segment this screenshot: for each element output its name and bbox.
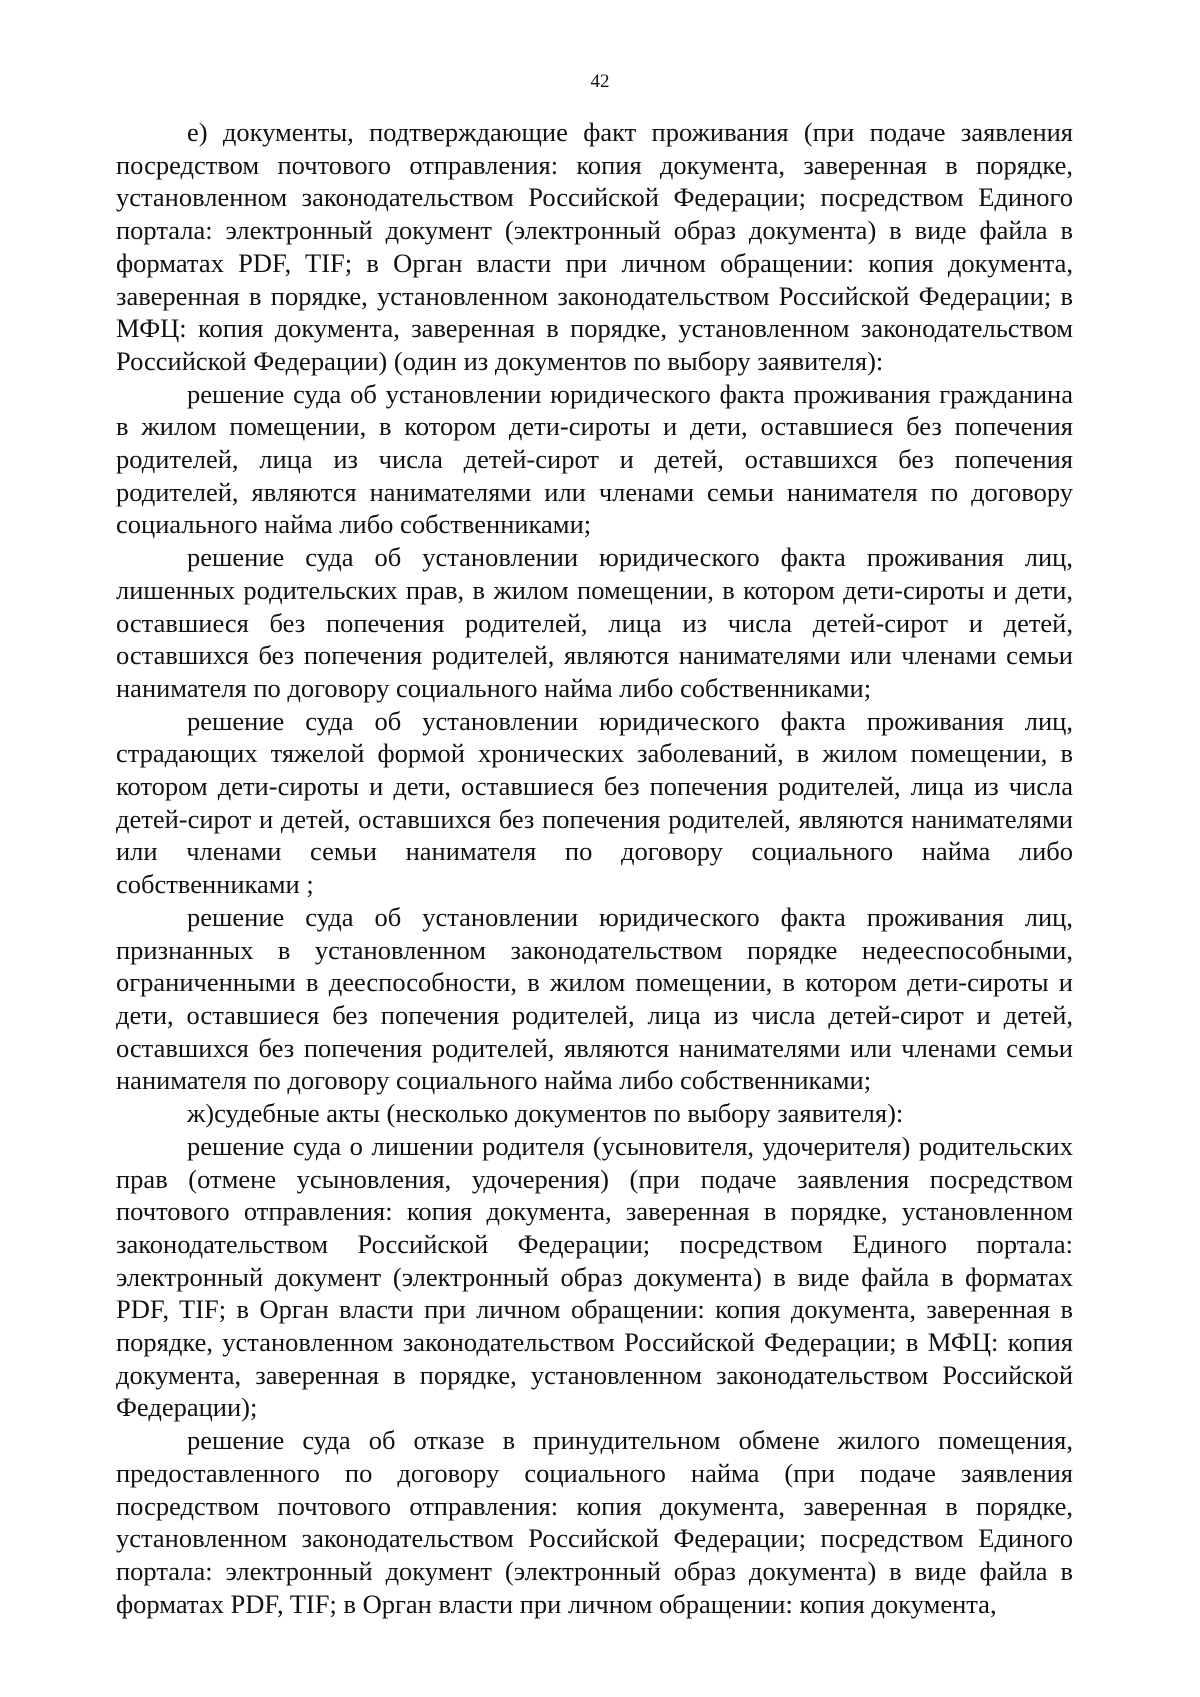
paragraph-court-decision-chronic-illness: решение суда об установлении юридического факта проживания лиц, страдающих тяжелой формой хронических заболеваний, в жилом помещении, в котором дети-сироты и дети, оставшиеся без попечения родителей, лица из числа детей-сирот и детей, оставшихся без попечения родителей, являются нанимателями или членами семьи нанимателя по договору социального найма либо собственниками ; <box>116 705 1073 900</box>
page-number: 42 <box>590 71 610 92</box>
paragraph-court-decision-citizen: решение суда об установлении юридического факта проживания гражданина в жилом помещении, в котором дети-сироты и дети, оставшиеся без попечения родителей, лица из числа детей-сирот и детей, оставшихся без попечения родителей, являются нанимателями или членами семьи нанимателя по договору социального найма либо собственниками; <box>116 378 1073 540</box>
paragraph-court-decision-exchange-refusal: решение суда об отказе в принудительном обмене жилого помещения, предоставленного по договору социального найма (при подаче заявления посредством почтового отправления: копия документа, заверенная в порядке, установленном законодательством Российской Федерации; посредством Единого портала: электронный документ (электронный образ документа) в виде файла в форматах PDF, TIF; в Орган власти при личном обращении: копия документа, <box>116 1425 1073 1619</box>
document-body <box>116 116 1073 1620</box>
paragraph-court-decision-parental-rights: решение суда о лишении родителя (усыновителя, удочерителя) родительских прав (отмене усыновления, удочерения) (при подаче заявления посредством почтового отправления: копия документа, заверенная в порядке, установленном законодательством Российской Федерации; посредством Единого портала: электронный документ (электронный образ документа) в виде файла в форматах PDF, TIF; в Орган власти при личном обращении: копия документа, заверенная в порядке, установленном законодательством Российской Федерации; в МФЦ: копия документа, заверенная в порядке, установленном законодательством Российской Федерации); <box>116 1130 1073 1423</box>
paragraph-e-residence-documents: е) документы, подтверждающие факт проживания (при подаче заявления посредством почтового отправления: копия документа, заверенная в порядке, установленном законодательством Российской Федерации; посредством Единого портала: электронный документ (электронный образ документа) в виде файла в форматах PDF, TIF; в Орган власти при личном обращении: копия документа, заверенная в порядке, установленном законодательством Российской Федерации; в МФЦ: копия документа, заверенная в порядке, установленном законодательством Российской Федерации) (один из документов по выбору заявителя): <box>116 117 1073 376</box>
paragraph-court-decision-incapacitated: решение суда об установлении юридического факта проживания лиц, признанных в установленном законодательством порядке недееспособными, ограниченными в дееспособности, в жилом помещении, в котором дети-сироты и дети, оставшиеся без попечения родителей, лица из числа детей-сирот и детей, оставшихся без попечения родителей, являются нанимателями или членами семьи нанимателя по договору социального найма либо собственниками; <box>116 901 1073 1096</box>
paragraph-zh-court-acts: ж)судебные акты (несколько документов по выбору заявителя): <box>187 1098 904 1129</box>
paragraph-court-decision-deprived-rights: решение суда об установлении юридического факта проживания лиц, лишенных родительских прав, в жилом помещении, в котором дети-сироты и дети, оставшиеся без попечения родителей, лица из числа детей-сирот и детей, оставшихся без попечения родителей, являются нанимателями или членами семьи нанимателя по договору социального найма либо собственниками; <box>116 542 1073 703</box>
